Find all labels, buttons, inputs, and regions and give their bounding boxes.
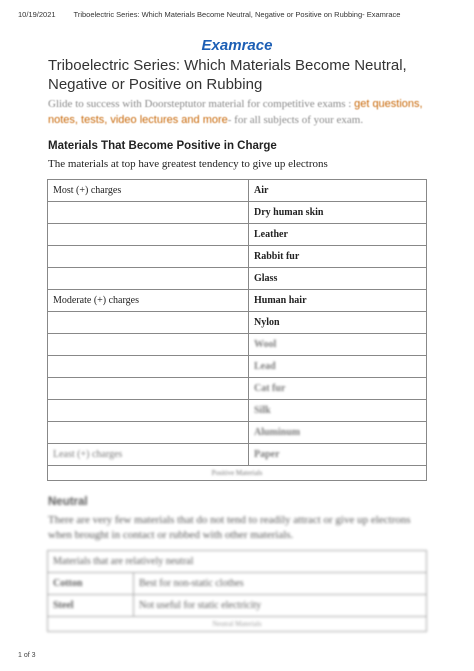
intro-link[interactable]: get questions, notes, tests, video lectures and more	[48, 98, 423, 126]
table-row	[48, 334, 427, 356]
table-row	[48, 180, 427, 202]
table-row	[48, 444, 427, 466]
material-cell: Glass	[249, 268, 427, 290]
material-cell: Air	[249, 180, 427, 202]
table-row	[48, 202, 427, 224]
table-header-row	[48, 551, 427, 573]
material-cell: Cat fur	[249, 378, 427, 400]
brand-logo[interactable]: Examrace	[201, 37, 273, 54]
charge-category-cell	[48, 356, 249, 378]
page-number: 1 of 3	[18, 652, 36, 659]
table-row	[48, 290, 427, 312]
table-row	[48, 595, 427, 617]
material-cell: Aluminum	[249, 422, 427, 444]
material-note-cell: Best for non-static clothes	[134, 573, 427, 595]
positive-materials-table	[47, 179, 427, 481]
table-row	[48, 356, 427, 378]
charge-category-cell	[48, 224, 249, 246]
charge-category-cell	[48, 378, 249, 400]
material-cell: Human hair	[249, 290, 427, 312]
intro-text	[48, 96, 428, 128]
material-cell: Cotton	[48, 573, 134, 595]
intro-suffix: - for all subjects of your exam.	[227, 114, 364, 126]
material-cell: Silk	[249, 400, 427, 422]
charge-category-cell	[48, 334, 249, 356]
charge-category-cell: Moderate (+) charges	[48, 290, 249, 312]
positive-section-heading: Materials That Become Positive in Charge	[48, 140, 277, 152]
material-cell: Rabbit fur	[249, 246, 427, 268]
print-header	[18, 10, 456, 24]
charge-category-cell	[48, 312, 249, 334]
table-header: Materials that are relatively neutral	[48, 551, 427, 573]
table-row	[48, 378, 427, 400]
neutral-section-heading: Neutral	[48, 496, 88, 508]
charge-category-cell	[48, 422, 249, 444]
table-row	[48, 224, 427, 246]
charge-category-cell: Most (+) charges	[48, 180, 249, 202]
material-cell: Lead	[249, 356, 427, 378]
neutral-materials-table	[47, 550, 427, 632]
print-date: 10/19/2021	[18, 10, 56, 19]
charge-category-cell	[48, 400, 249, 422]
table-caption-row	[48, 466, 427, 481]
table-row	[48, 246, 427, 268]
material-cell: Dry human skin	[249, 202, 427, 224]
material-note-cell: Not useful for static electricity	[134, 595, 427, 617]
table-caption: Neutral Materials	[48, 617, 427, 632]
material-cell: Paper	[249, 444, 427, 466]
print-page-title: Triboelectric Series: Which Materials Become Neutral, Negative or Positive on Rubbing- Examrace	[73, 10, 401, 19]
charge-category-cell: Least (+) charges	[48, 444, 249, 466]
intro-prefix: Glide to success with Doorsteptutor material for competitive exams :	[48, 98, 355, 110]
material-cell: Nylon	[249, 312, 427, 334]
charge-category-cell	[48, 246, 249, 268]
page-title: Triboelectric Series: Which Materials Become Neutral, Negative or Positive on Rubbing	[48, 57, 407, 93]
material-cell: Wool	[249, 334, 427, 356]
table-row	[48, 422, 427, 444]
table-row	[48, 400, 427, 422]
neutral-section-text: There are very few materials that do not tend to readily attract or give up electrons when brought in contact or rubbed with other materials.	[48, 514, 411, 541]
table-caption: Positive Materials	[48, 466, 427, 481]
material-cell: Steel	[48, 595, 134, 617]
table-caption-row	[48, 617, 427, 632]
material-cell: Leather	[249, 224, 427, 246]
positive-section-text: The materials at top have greatest tendency to give up electrons	[48, 158, 328, 170]
table-row	[48, 573, 427, 595]
charge-category-cell	[48, 202, 249, 224]
table-row	[48, 312, 427, 334]
table-row	[48, 268, 427, 290]
charge-category-cell	[48, 268, 249, 290]
